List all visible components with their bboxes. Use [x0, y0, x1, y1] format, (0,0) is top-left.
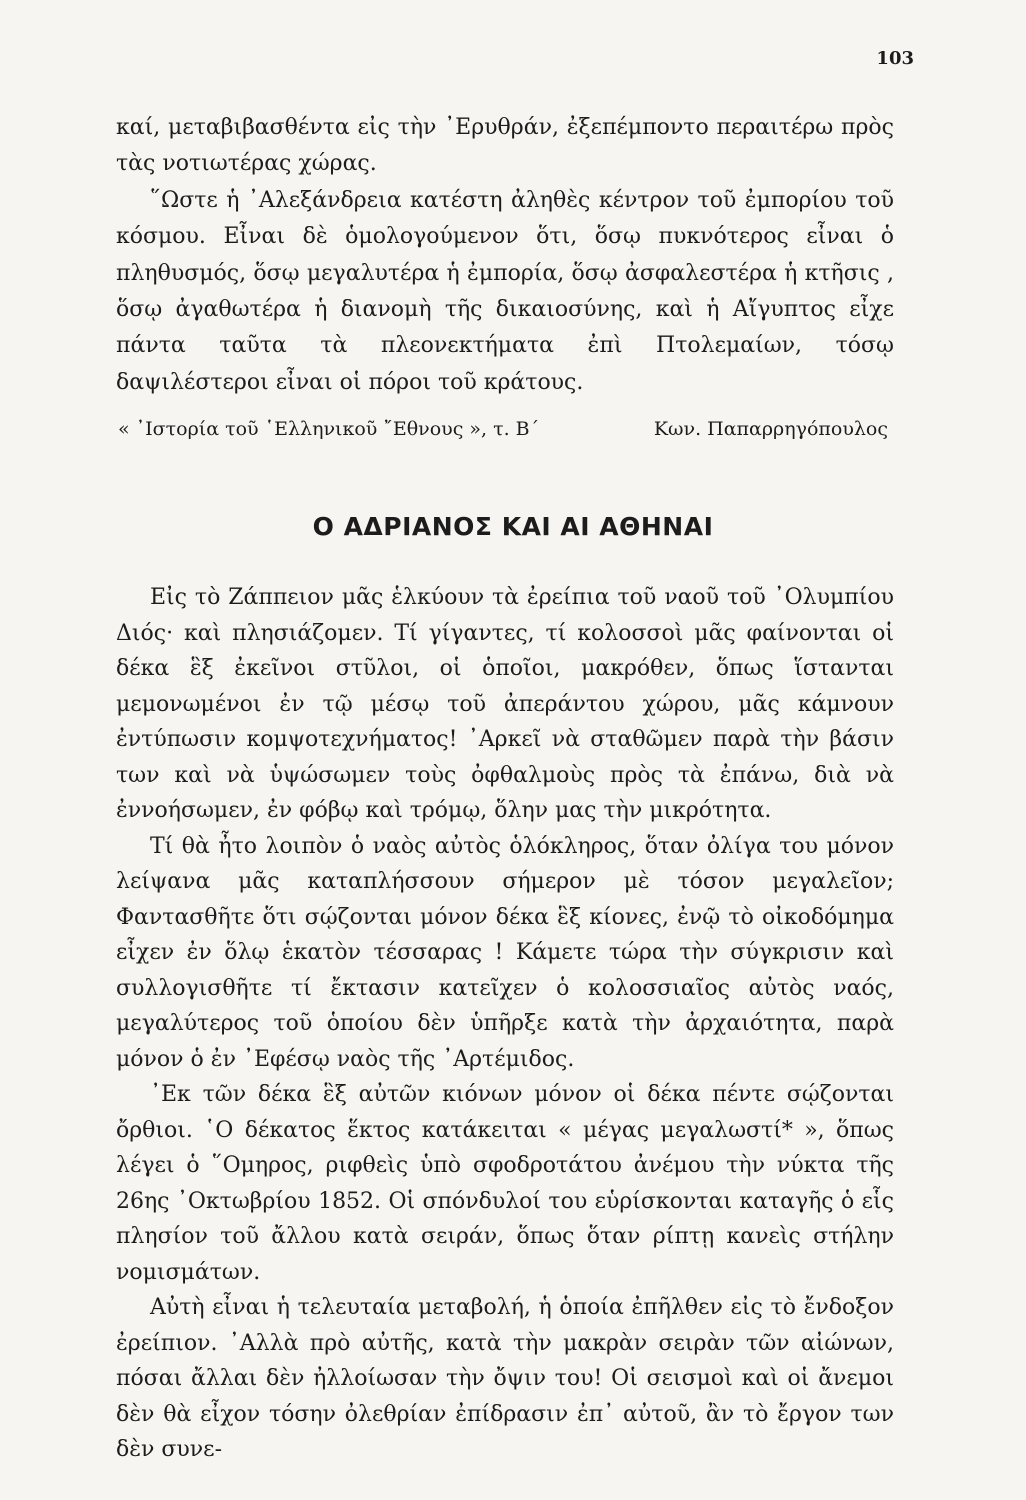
- source-title: « ᾿Ιστορία τοῦ ῾Ελληνικοῦ ῎Εθνους », τ. Β΄: [118, 418, 540, 440]
- intro-paragraph-1: καί, μεταβιβασθέντα εἰς τὴν ᾿Ερυθράν, ἐξεπέμποντο περαιτέρω πρὸς τὰς νοτιωτέρας χώρας.: [116, 115, 894, 177]
- article-title: [0, 512, 1026, 541]
- article-paragraph-1: Εἰς τὸ Ζάππειον μᾶς ἑλκύουν τὰ ἐρείπια τοῦ ναοῦ τοῦ ᾿Ολυμπίου Διός· καὶ πλησιάζομεν. Τί γίγαντες, τί κολοσσοὶ μᾶς φαίνονται οἱ δέκα ἓξ ἐκεῖνοι στῦλοι, οἱ ὁποῖοι, μακρόθεν, ὅπως ἵστανται μεμονωμένοι ἐν τῷ μέσῳ τοῦ ἀπεράντου χώρου, μᾶς κάμνουν ἐντύπωσιν κομψοτεχνήματος! ᾿Αρκεῖ νὰ σταθῶμεν παρὰ τὴν βάσιν των καὶ νὰ ὑψώσωμεν τοὺς ὀφθαλμοὺς πρὸς τὰ ἐπάνω, διὰ νὰ ἐννοήσωμεν, ἐν φόβῳ καὶ τρόμῳ, ὅλην μας τὴν μικρότητα.: [116, 585, 894, 823]
- article-paragraph-2: Τί θὰ ἦτο λοιπὸν ὁ ναὸς αὐτὸς ὁλόκληρος, ὅταν ὀλίγα του μόνον λείψανα μᾶς καταπλήσσουν σήμερον μὲ τόσον μεγαλεῖον; Φαντασθῆτε ὅτι σῴζονται μόνον δέκα ἓξ κίονες, ἐνῷ τὸ οἰκοδόμημα εἶχεν ἐν ὅλῳ ἑκατὸν τέσσαρας ! Κάμετε τώρα τὴν σύγκρισιν καὶ συλλογισθῆτε τί ἔκτασιν κατεῖχεν ὁ κολοσσιαῖος αὐτὸς ναός, μεγαλύτερος τοῦ ὁποίου δὲν ὑπῆρξε κατὰ τὴν ἀρχαιότητα, παρὰ μόνον ὁ ἐν ᾿Εφέσῳ ναὸς τῆς ᾿Αρτέμιδος.: [116, 833, 894, 1072]
- article-paragraph-4: Αὐτὴ εἶναι ἡ τελευταία μεταβολή, ἡ ὁποία ἐπῆλθεν εἰς τὸ ἔνδοξον ἐρείπιον. ᾿Αλλὰ πρὸ αὐτῆς, κατὰ τὴν μακρὰν σειρὰν τῶν αἰώνων, πόσαι ἄλλαι δὲν ἠλλοίωσαν τὴν ὄψιν του! Οἱ σεισμοὶ καὶ οἱ ἄνεμοι δὲν θὰ εἶχον τόσην ὀλεθρίαν ἐπίδρασιν ἐπ᾿ αὐτοῦ, ἂν τὸ ἔργον των δὲν συνε-: [116, 1295, 894, 1462]
- intro-text: [116, 110, 894, 401]
- article-paragraph-3: ᾿Εκ τῶν δέκα ἓξ αὐτῶν κιόνων μόνον οἱ δέκα πέντε σῴζονται ὄρθιοι. ῾Ο δέκατος ἕκτος κατάκειται « μέγας μεγαλωστί* », ὅπως λέγει ὁ ῞Ομηρος, ριφθεὶς ὑπὸ σφοδροτάτου ἀνέμου τὴν νύκτα τῆς 26ης ᾿Οκτωβρίου 1852. Οἱ σπόνδυλοί του εὑρίσκονται καταγῆς ὁ εἷς πλησίον τοῦ ἄλλου κατὰ σειράν, ὅπως ὅταν ρίπτῃ κανεὶς στήλην νομισμάτων.: [116, 1082, 894, 1285]
- article-body: [116, 580, 894, 1468]
- page-number: 103: [876, 48, 914, 69]
- intro-paragraph-2: ῞Ωστε ἡ ᾿Αλεξάνδρεια κατέστη ἀληθὲς κέντρον τοῦ ἐμπορίου τοῦ κόσμου. Εἶναι δὲ ὁμολογούμενον ὅτι, ὅσῳ πυκνότερος εἶναι ὁ πληθυσμός, ὅσῳ μεγαλυτέρα ἡ ἐμπορία, ὅσῳ ἀσφαλεστέρα ἡ κτῆσις , ὅσῳ ἀγαθωτέρα ἡ διανομὴ τῆς δικαιοσύνης, καὶ ἡ Αἴγυπτος εἶχε πάντα ταῦτα τὰ πλεονεκτήματα ἐπὶ Πτολεμαίων, τόσῳ δαψιλέστεροι εἶναι οἱ πόροι τοῦ κράτους.: [116, 187, 894, 395]
- article-title-text: Ο ΑΔΡΙΑΝΟΣ ΚΑΙ ΑΙ ΑΘΗΝΑΙ: [312, 512, 714, 541]
- source-citation: [118, 415, 888, 443]
- source-author: Κων. Παπαρρηγόπουλος: [653, 418, 888, 440]
